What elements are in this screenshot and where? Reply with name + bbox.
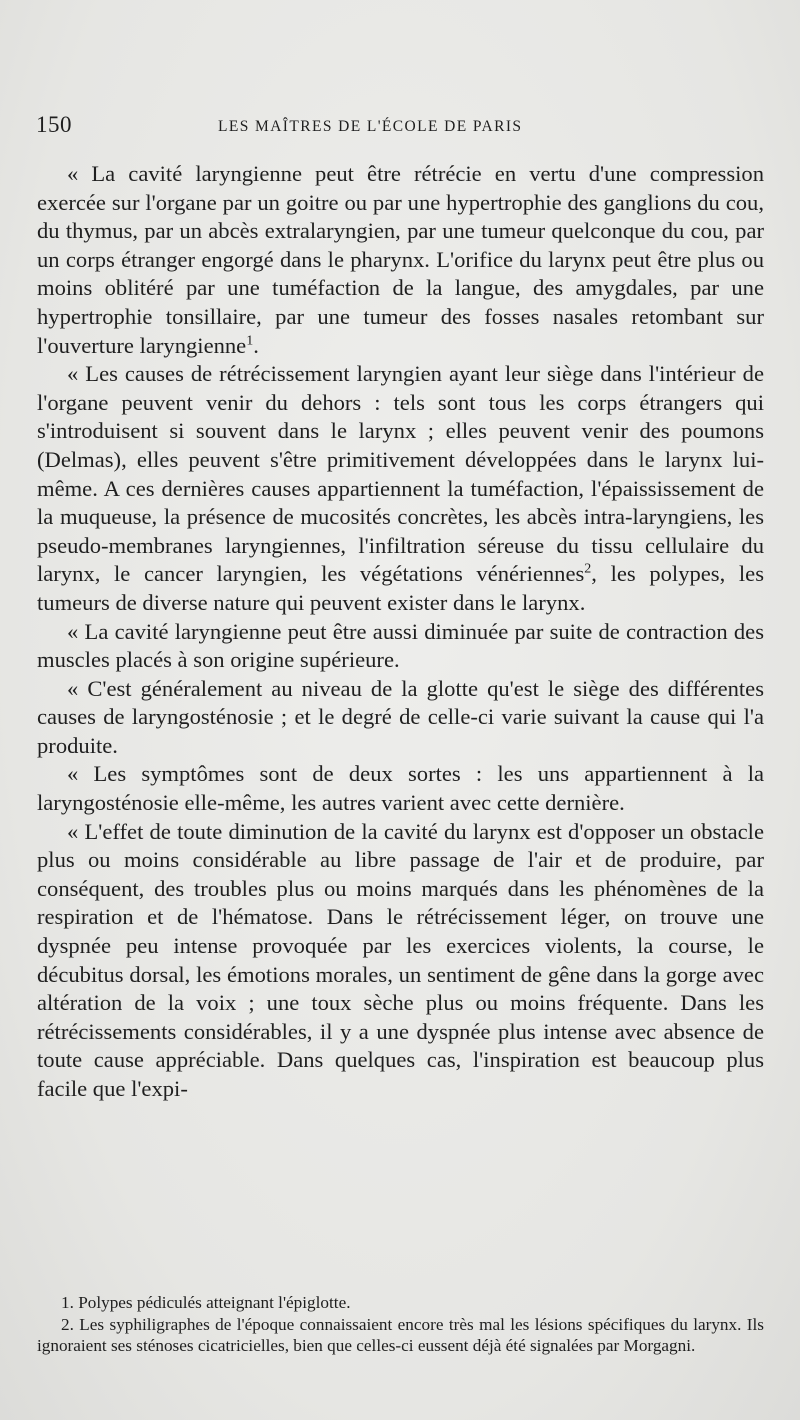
paragraph-1-text: « La cavité laryngienne peut être rétrécie en vertu d'une compression exercée sur l'organe par un goitre ou par une hypertrophie des ganglions du cou, du thymus, par un abcès extralaryngien, par une tumeur quelconque du cou, par un corps étranger engorgé dans le pharynx. L'orifice du larynx peut être plus ou moins oblitéré par une tuméfaction de la langue, des amygdales, par une hypertrophie tonsillaire, par une tumeur des fosses nasales retombant sur l'ouverture laryngienne bbox=[37, 161, 764, 358]
footnote-ref-2: 2 bbox=[584, 561, 592, 577]
paragraph-1-end: . bbox=[253, 332, 259, 358]
paragraph-2 bbox=[37, 360, 764, 617]
paragraph-3: « La cavité laryngienne peut être aussi diminuée par suite de contraction des muscles placés à son origine supérieure. bbox=[37, 618, 764, 673]
page-header bbox=[36, 112, 764, 142]
page-number: 150 bbox=[36, 112, 72, 137]
footnotes bbox=[37, 1292, 764, 1357]
footnote-2: 2. Les syphiligraphes de l'époque connaissaient encore très mal les lésions spécifiques du larynx. Ils ignoraient ses sténoses cicatricielles, bien que celles-ci eussent déjà été signalées par Morgagni. bbox=[37, 1314, 764, 1355]
paragraph-4: « C'est généralement au niveau de la glotte qu'est le siège des différentes causes de laryngosténosie ; et le degré de celle-ci varie suivant la cause qui l'a produite. bbox=[37, 675, 764, 758]
paragraph-2-text: « Les causes de rétrécissement laryngien ayant leur siège dans l'intérieur de l'organe peuvent venir du dehors : tels sont tous les corps étrangers qui s'introduisent si souvent dans le larynx ; elles peuvent venir des poumons (Delmas), elles peuvent s'être primitivement développées dans le larynx lui-même. A ces dernières causes appartiennent la tuméfaction, l'épaississement de la muqueuse, la présence de mucosités concrètes, les abcès intra-laryngiens, les pseudo-membranes laryngiennes, l'infiltration séreuse du tissu cellulaire du larynx, le cancer laryngien, les végétations vénériennes bbox=[37, 361, 764, 587]
running-head: LES MAÎTRES DE L'ÉCOLE DE PARIS bbox=[218, 118, 523, 135]
paragraph-6: « L'effet de toute diminution de la cavité du larynx est d'opposer un obstacle plus ou moins considérable au libre passage de l'air et de produire, par conséquent, des troubles plus ou moins marqués dans les phénomènes de la respiration et de l'hématose. Dans le rétrécissement léger, on trouve une dyspnée peu intense provoquée par les exercices violents, la course, le décubitus dorsal, les émotions morales, un sentiment de gêne dans la gorge avec altération de la voix ; une toux sèche plus ou moins fréquente. Dans les rétrécissements considérables, il y a une dyspnée plus intense avec absence de toute cause appréciable. Dans quelques cas, l'inspiration est beaucoup plus facile que l'expi- bbox=[37, 818, 764, 1101]
footnote-1: 1. Polypes pédiculés atteignant l'épiglotte. bbox=[61, 1293, 351, 1312]
body-text bbox=[37, 160, 764, 1104]
footnote-ref-1: 1 bbox=[246, 333, 254, 349]
paragraph-1 bbox=[37, 160, 764, 360]
paragraph-5: « Les symptômes sont de deux sortes : les uns appartiennent à la laryngosténosie elle-même, les autres varient avec cette dernière. bbox=[37, 761, 764, 816]
paragraph-2-end: , les polypes, les tumeurs de diverse nature qui peuvent exister dans le larynx. bbox=[37, 561, 764, 615]
